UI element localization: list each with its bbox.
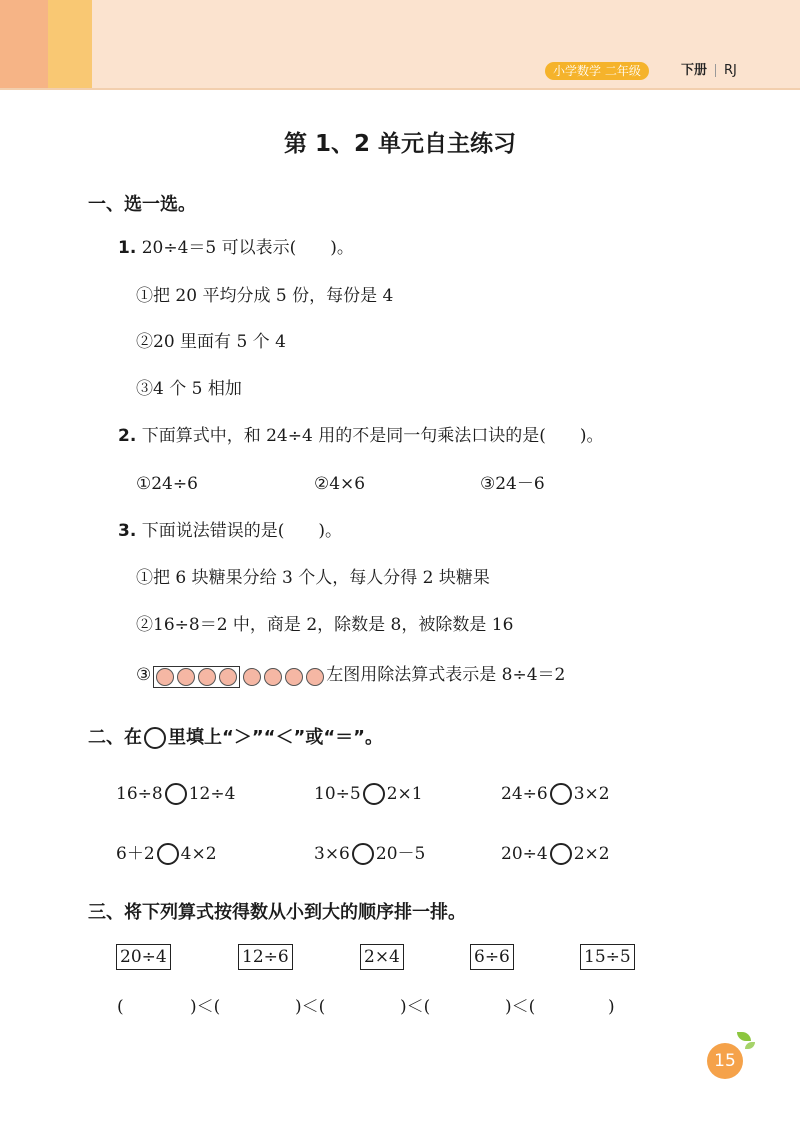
header-band-yellow (48, 0, 92, 90)
compare-left: 16÷8 (116, 784, 163, 804)
compare-item (116, 843, 217, 865)
candy-ball (264, 668, 282, 686)
q3-option-1: ①把 6 块糖果分给 3 个人，每人分得 2 块糖果 (136, 568, 490, 588)
compare-left: 20÷4 (501, 844, 548, 864)
section2-heading-post: 里填上“＞”“＜”或“＝”。 (168, 727, 383, 748)
section1-heading: 一、选一选。 (88, 194, 196, 215)
page-header (0, 0, 800, 90)
header-separator (715, 64, 716, 77)
candy-diagram (153, 666, 324, 690)
page-title: 第 1、2 单元自主练习 (283, 131, 517, 157)
order-blank-start[interactable]: ( (117, 997, 124, 1017)
q1-option-2: ②20 里面有 5 个 4 (136, 332, 286, 352)
q3-text (118, 520, 342, 542)
leaf-icon (745, 1042, 755, 1049)
expression-box: 6÷6 (470, 944, 514, 970)
candy-ball (177, 668, 195, 686)
candy-ball (243, 668, 261, 686)
candy-ball (219, 668, 237, 686)
q3-option-3-text: 左图用除法算式表示是 8÷4＝2 (326, 665, 566, 685)
order-blank-end[interactable]: ) (608, 997, 615, 1017)
order-blank[interactable]: )＜( (505, 997, 536, 1017)
compare-item (501, 783, 610, 805)
q3-stem: 下面说法错误的是( )。 (141, 521, 342, 541)
q3-option-3 (136, 664, 565, 690)
compare-left: 10÷5 (314, 784, 361, 804)
leaf-icon (737, 1032, 751, 1041)
compare-item (116, 783, 235, 805)
answer-circle[interactable] (363, 783, 385, 805)
compare-right: 3×2 (573, 784, 610, 804)
section2-heading-pre: 二、在 (88, 727, 142, 748)
page-number: 15 (707, 1043, 743, 1079)
q2-number: 2. (118, 426, 137, 446)
q1-text (118, 237, 354, 259)
order-blank[interactable]: )＜( (190, 997, 221, 1017)
answer-circle[interactable] (157, 843, 179, 865)
compare-right: 2×1 (386, 784, 423, 804)
q2-option-3: ③24－6 (480, 474, 545, 494)
candy-group-rest (240, 666, 324, 688)
compare-left: 3×6 (314, 844, 350, 864)
expression-box: 20÷4 (116, 944, 171, 970)
q2-option-1: ①24÷6 (136, 474, 198, 494)
compare-right: 12÷4 (188, 784, 236, 804)
header-divider (0, 88, 800, 90)
q1-option-3: ③4 个 5 相加 (136, 379, 242, 399)
edition-label: RJ (724, 63, 737, 78)
answer-circle[interactable] (352, 843, 374, 865)
answer-circle[interactable] (550, 783, 572, 805)
candy-ball (198, 668, 216, 686)
book-tag: 小学数学 二年级 (545, 62, 649, 80)
answer-circle[interactable] (165, 783, 187, 805)
compare-right: 20－5 (375, 844, 426, 864)
compare-item (314, 843, 425, 865)
candy-ball (306, 668, 324, 686)
candy-ball (285, 668, 303, 686)
volume-label: 下册 (681, 63, 708, 78)
q3-option-3-prefix: ③ (136, 665, 152, 685)
expression-box: 12÷6 (238, 944, 293, 970)
q2-text (118, 425, 603, 447)
q3-option-2: ②16÷8＝2 中，商是 2，除数是 8，被除数是 16 (136, 615, 514, 635)
q2-stem: 下面算式中，和 24÷4 用的不是同一句乘法口诀的是( )。 (141, 426, 604, 446)
q1-option-1: ①把 20 平均分成 5 份，每份是 4 (136, 286, 394, 306)
order-blank[interactable]: )＜( (295, 997, 326, 1017)
answer-circle[interactable] (550, 843, 572, 865)
q2-option-2: ②4×6 (314, 474, 366, 494)
q1-number: 1. (118, 238, 137, 258)
compare-left: 24÷6 (501, 784, 548, 804)
compare-right: 4×2 (180, 844, 217, 864)
header-band-orange (0, 0, 48, 90)
candy-group-boxed (153, 666, 240, 688)
compare-item (501, 843, 610, 865)
section2-heading (88, 723, 383, 749)
compare-item (314, 783, 423, 805)
q1-stem: 20÷4＝5 可以表示( )。 (141, 238, 354, 258)
candy-ball (156, 668, 174, 686)
q3-number: 3. (118, 521, 137, 541)
compare-right: 2×2 (573, 844, 610, 864)
expression-box: 15÷5 (580, 944, 635, 970)
order-blank[interactable]: )＜( (400, 997, 431, 1017)
compare-left: 6＋2 (116, 844, 155, 864)
expression-box: 2×4 (360, 944, 404, 970)
circle-icon (144, 727, 166, 749)
section3-heading: 三、将下列算式按得数从小到大的顺序排一排。 (88, 902, 466, 923)
